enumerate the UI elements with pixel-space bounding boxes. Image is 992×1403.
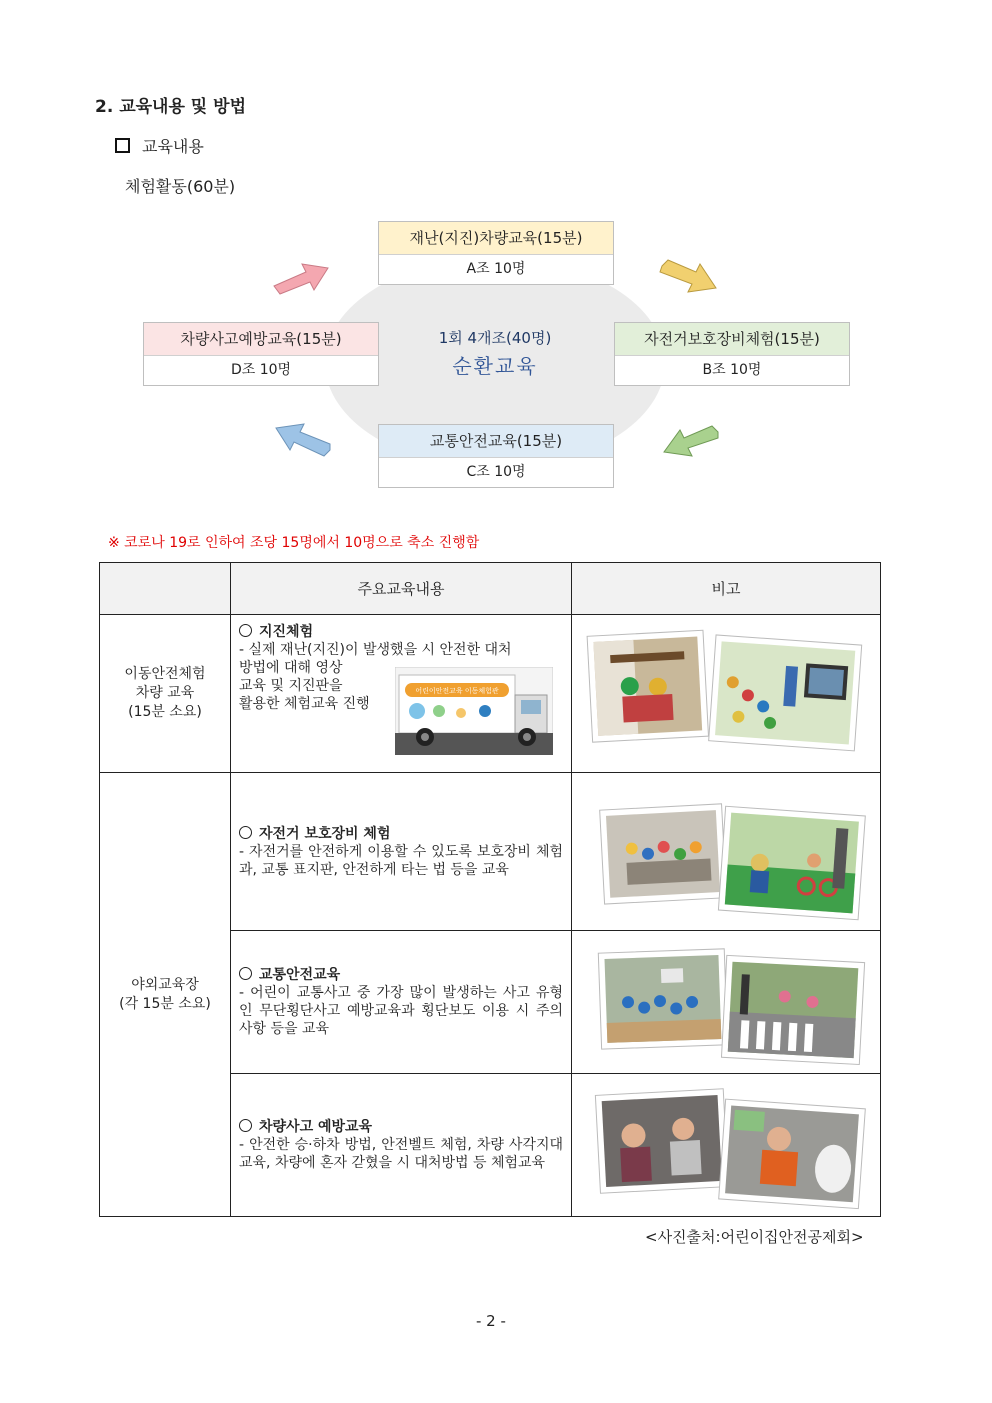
content-title-text: 차량사고 예방교육 bbox=[259, 1119, 373, 1135]
content-title bbox=[239, 966, 563, 984]
content-desc-line: - 실제 재난(지진)이 발생했을 시 안전한 대처 bbox=[239, 642, 512, 658]
traffic-safety-photos bbox=[572, 931, 881, 1069]
diagram-box-group: D조 10명 bbox=[230, 362, 292, 378]
diagram-center-count: 1회 4개조(40명) bbox=[438, 329, 552, 347]
content-desc-line: 활용한 체험교육 진행 bbox=[239, 696, 370, 712]
category-line: (15분 소요) bbox=[128, 704, 202, 720]
truck-banner-text: 어린이안전교육 이동체험관 bbox=[415, 687, 499, 695]
content-title bbox=[239, 825, 563, 843]
diagram-center-label: 순환교육 bbox=[452, 354, 538, 378]
checkbox-square-icon bbox=[115, 138, 130, 153]
category-line: (각 15분 소요) bbox=[119, 995, 211, 1012]
header-cell-remarks: 비고 bbox=[572, 563, 881, 615]
diagram-box-right bbox=[614, 322, 850, 386]
diagram-box-title: 차량사고예방교육(15분) bbox=[144, 323, 378, 356]
circle-bullet-icon bbox=[239, 624, 252, 637]
content-cell bbox=[231, 615, 572, 773]
diagram-box-group: C조 10명 bbox=[466, 464, 526, 480]
content-desc: - 안전한 승·하차 방법, 안전벨트 체험, 차량 사각지대 교육, 차량에 혼자 갇혔을 시 대처방법 등 체험교육 bbox=[239, 1137, 563, 1171]
photo-source: <사진출처:어린이집안전공제회> bbox=[645, 1228, 864, 1246]
arrow-down-left-icon bbox=[660, 422, 722, 460]
notice-text: ※ 코로나 19로 인하여 조당 15명에서 10명으로 축소 진행함 bbox=[108, 535, 480, 551]
content-cell bbox=[231, 773, 572, 931]
diagram-box-title: 자전거보호장비체험(15분) bbox=[615, 323, 849, 356]
section-heading: 2. 교육내용 및 방법 bbox=[95, 97, 246, 117]
header-cell-empty bbox=[100, 563, 231, 615]
education-table bbox=[99, 562, 881, 1217]
earthquake-photos bbox=[572, 615, 881, 768]
diagram-box-title: 교통안전교육(15분) bbox=[379, 425, 613, 458]
diagram-box-title: 재난(지진)차량교육(15분) bbox=[379, 222, 613, 255]
table-row bbox=[100, 773, 881, 931]
truck-photo bbox=[395, 667, 553, 755]
content-title bbox=[239, 1118, 563, 1136]
category-cell bbox=[100, 773, 231, 1217]
content-title bbox=[239, 623, 563, 641]
circle-bullet-icon bbox=[239, 826, 252, 839]
content-desc-line: 교육 및 지진판을 bbox=[239, 678, 343, 694]
category-line: 이동안전체험 bbox=[124, 666, 206, 682]
diagram-box-left bbox=[143, 322, 379, 386]
content-desc: - 자전거를 안전하게 이용할 수 있도록 보호장비 체험과, 교통 표지판, 안전하게 타는 법 등을 교육 bbox=[239, 843, 563, 878]
category-cell bbox=[100, 615, 231, 773]
table-row bbox=[100, 615, 881, 773]
subheading bbox=[115, 134, 204, 157]
content-title-text: 교통안전교육 bbox=[259, 967, 341, 983]
photo-cell bbox=[572, 615, 881, 773]
content-desc: - 어린이 교통사고 중 가장 많이 발생하는 사고 유형인 무단횡단사고 예방교육과 횡단보도 이용 시 주의사항 등을 교육 bbox=[239, 985, 563, 1037]
arrow-up-right-icon bbox=[270, 258, 332, 296]
circle-bullet-icon bbox=[239, 1119, 252, 1132]
activity-title: 체험활동(60분) bbox=[125, 177, 236, 196]
category-line: 야외교육장 bbox=[131, 976, 199, 993]
category-line: 차량 교육 bbox=[135, 685, 195, 701]
header-cell-content: 주요교육내용 bbox=[231, 563, 572, 615]
content-title-text: 지진체험 bbox=[259, 624, 314, 640]
diagram-box-group: A조 10명 bbox=[466, 261, 526, 277]
diagram-box-top bbox=[378, 221, 614, 285]
photo-cell bbox=[572, 773, 881, 931]
diagram-box-bottom bbox=[378, 424, 614, 488]
diagram-box-group: B조 10명 bbox=[702, 362, 762, 378]
table-header-row bbox=[100, 563, 881, 615]
page-number: - 2 - bbox=[476, 1312, 506, 1330]
photo-cell bbox=[572, 1074, 881, 1217]
content-cell bbox=[231, 931, 572, 1074]
circle-bullet-icon bbox=[239, 967, 252, 980]
bicycle-photos bbox=[572, 773, 881, 926]
content-title-text: 자전거 보호장비 체험 bbox=[259, 825, 391, 842]
vehicle-safety-photos bbox=[572, 1074, 881, 1212]
content-cell bbox=[231, 1074, 572, 1217]
content-desc-line: 방법에 대해 영상 bbox=[239, 660, 343, 676]
photo-cell bbox=[572, 931, 881, 1074]
subheading-label: 교육내용 bbox=[142, 137, 204, 156]
arrow-up-left-icon bbox=[272, 420, 334, 458]
arrow-down-right-icon bbox=[658, 258, 720, 296]
